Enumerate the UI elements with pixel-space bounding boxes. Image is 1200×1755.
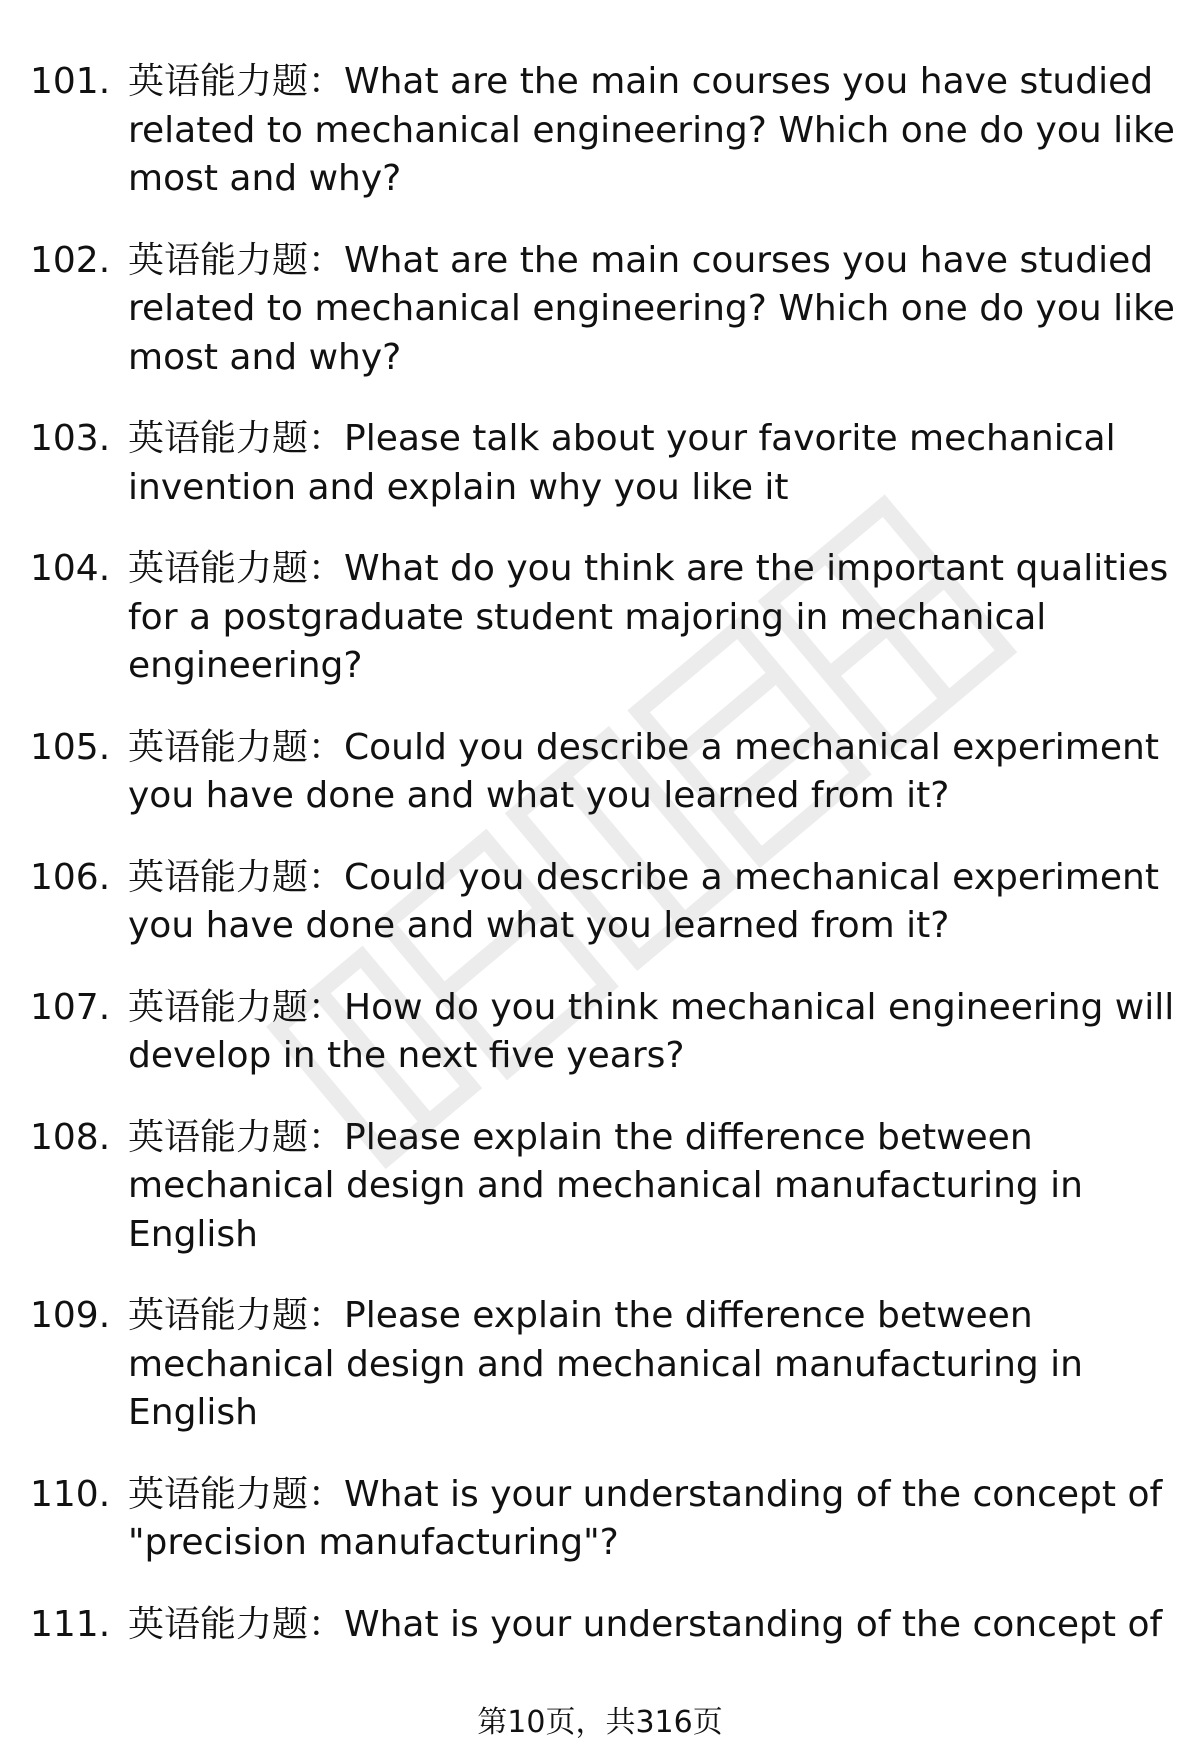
question-text: How do you think mechanical engineering will develop in the next five years? (128, 986, 1175, 1076)
question-body (128, 415, 1175, 512)
question-text: What do you think are the important qualities for a postgraduate student majoring in mechanical engineering? (128, 548, 1169, 686)
question-tag: 英语能力题： (128, 548, 345, 589)
question-tag: 英语能力题： (128, 239, 345, 281)
question-body (128, 237, 1175, 383)
question-tag: 英语能力题： (128, 856, 345, 898)
question-item (30, 1601, 1175, 1650)
question-number: 110. (30, 1473, 111, 1515)
question-number: 106. (30, 856, 111, 898)
question-item (30, 724, 1175, 821)
question-item (30, 854, 1175, 951)
question-item (30, 237, 1175, 383)
question-number: 105. (30, 726, 111, 768)
question-body (128, 1471, 1175, 1568)
question-number: 111. (30, 1603, 111, 1645)
page-footer (0, 1705, 1200, 1741)
question-text: What are the main courses you have studied related to mechanical engineering? Which one do you like most and why? (128, 61, 1175, 199)
question-number: 107. (30, 986, 111, 1028)
question-item (30, 58, 1175, 204)
question-item (30, 1292, 1175, 1438)
question-tag: 英语能力题： (128, 1473, 345, 1515)
question-tag: 英语能力题： (128, 418, 345, 459)
question-tag: 英语能力题： (128, 726, 345, 768)
question-body (128, 1114, 1175, 1260)
question-number: 101. (30, 61, 111, 102)
question-body (128, 58, 1175, 204)
question-item (30, 1471, 1175, 1568)
question-number: 103. (30, 418, 111, 459)
page-number-label: 第10页，共316页 (477, 1705, 723, 1740)
question-text: What is your understanding of the concept of (344, 1603, 1163, 1645)
question-text: Could you describe a mechanical experiment you have done and what you learned from it? (128, 856, 1159, 946)
question-text: What is your understanding of the concept of "precision manufacturing"? (128, 1473, 1163, 1563)
question-item (30, 1114, 1175, 1260)
question-text: Could you describe a mechanical experiment you have done and what you learned from it? (128, 726, 1159, 816)
question-number: 109. (30, 1295, 111, 1336)
question-tag: 英语能力题： (128, 986, 345, 1028)
question-text: Please explain the difference between mechanical design and mechanical manufacturing in English (128, 1295, 1084, 1433)
question-body (128, 984, 1175, 1081)
question-list (30, 58, 1175, 1682)
question-number: 108. (30, 1116, 111, 1158)
question-tag: 英语能力题： (128, 1116, 345, 1158)
question-tag: 英语能力题： (128, 1295, 345, 1336)
question-text: What are the main courses you have studied related to mechanical engineering? Which one do you like most and why? (128, 239, 1175, 378)
question-body (128, 724, 1175, 821)
question-body (128, 1292, 1175, 1438)
question-text: Please talk about your favorite mechanical invention and explain why you like it (128, 418, 1116, 508)
question-number: 104. (30, 548, 111, 589)
question-tag: 英语能力题： (128, 1603, 345, 1645)
question-item (30, 545, 1175, 691)
question-body (128, 545, 1175, 691)
question-item (30, 984, 1175, 1081)
question-tag: 英语能力题： (128, 61, 345, 102)
question-body (128, 1601, 1175, 1650)
question-text: Please explain the difference between mechanical design and mechanical manufacturing in English (128, 1116, 1084, 1255)
question-number: 102. (30, 239, 111, 281)
question-item (30, 415, 1175, 512)
question-body (128, 854, 1175, 951)
